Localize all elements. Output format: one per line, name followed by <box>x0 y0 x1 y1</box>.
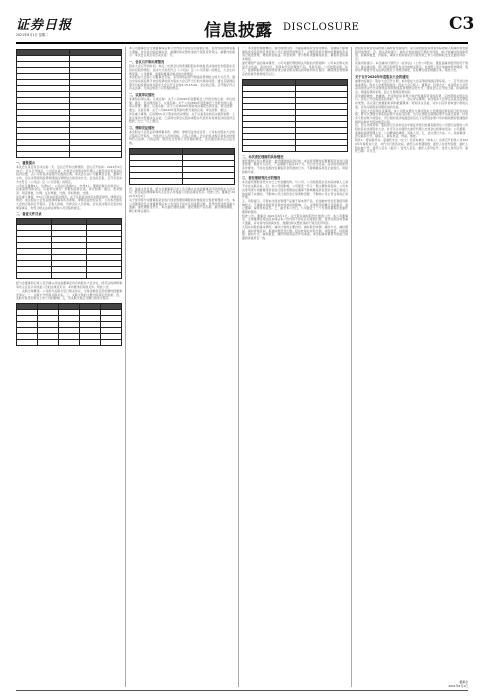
column-divider <box>125 47 126 687</box>
body-paragraph: 控股股东或者实际控制人减持首发前股份。是否是控股股东或者实际控制人拟减持首发前股份的情况：否。相关风险提示：减持计划实施的不确定性风险，如计划减持的具体原因、拟减持数量、价格等，减持计划实施是否可能导致上市公司控制权发生变更的风险：否。 <box>355 47 468 62</box>
page-header <box>0 0 484 42</box>
table-cell <box>80 339 101 345</box>
body-paragraph: 股东大会召开的时间、地点；出席会议的普通股股东和恢复表决权的优先股股东及其持有股份情况；表决方式是否符合《公司法》及《公司章程》的规定，大会主持情况等。公司董事、监事和董事会秘书的出席情况。 <box>129 64 235 76</box>
body-paragraph: 一、关联交易概述。公司拟与关联方签订相关协议，交易金额及定价依据均经董事会审议。二、关联方介绍和关联关系。三、关联交易的主要内容和定价政策。四、关联交易目的和对上市公司的影响。五、该关联交易应当履行的审议程序。 <box>16 288 122 301</box>
column-2 <box>129 47 235 687</box>
body-paragraph: 本次会议是否有否决议案：无。会议召开和出席情况。会议召开时间：2021年5月31日；会议召开地点：公司会议室；出席会议的股东和代理人人数及所持有表决权股份总数，占公司有表决权股份总数的比例。本次会议由公司董事会召集，董事长主持，会议采用现场投票和网络投票相结合的表决方式。会议的召集、召开及表决方式符合《公司法》及《公司章程》的规定。 <box>16 165 122 184</box>
body-paragraph: 涉及重大事项，应说明5%以下股东的表决情况。关于议案表决的有关情况说明：上述议案均为普通决议议案，已获得出席会议股东或股东代表所持有效表决权股份总数的二分之一以上通过。 <box>129 111 235 124</box>
body-paragraph: 本公司董事会及全体董事保证本公告内容不存在任何虚假记载、误导性陈述或者重大遗漏，并对其内容的真实性、准确性和完整性承担个别及连带责任。重要内容提示：本次会议是否有否决议案：无。 <box>129 47 235 58</box>
body-paragraph: 本次股东大会由公司董事会召集，采用现场投票与网络投票相结合的方式召开。通过交易系统投票平台的投票时间为股东大会召开当日的交易时间段；通过互联网投票平台的投票时间为股东大会召开当日的9:15-15:00。会议的召集、召开程序符合有关法律、行政法规及公司章程的规定。 <box>129 75 235 91</box>
column-divider <box>351 47 352 687</box>
table-cell <box>69 152 122 158</box>
table-cell <box>17 273 52 279</box>
body-paragraph: 四、备查文件目录。经与会董事和记录人签字确认并加盖董事会印章的股东大会决议；经见证的律师事务所主任签字并加盖公章的法律意见书。特此公告。董事会 2021年6月1日 <box>129 186 235 199</box>
table-cell <box>182 178 235 184</box>
data-table <box>129 148 235 185</box>
data-table <box>242 79 348 152</box>
table-cell <box>130 178 183 184</box>
body-paragraph: 三、股东大会投票注意事项。本公司股东通过交易所股东大会网络投票系统行使表决权的，既可以登陆交易系统投票平台进行投票，也可以登陆互联网投票平台进行投票。持有多个股东账户的股东，可行使的表决权数量是其名下全部股东账户所持相同类别普通股和相同品种优先股的数量总和。 <box>355 108 468 124</box>
column-4 <box>355 47 468 687</box>
section-heading: 一、重要提示 <box>16 161 36 165</box>
table-cell <box>87 273 122 279</box>
signature-date: 2021年6月1日 <box>448 683 468 688</box>
body-paragraph: 涉及融资融券、转融通、约定购回业务账户和沪股通投资者的投票，应按照相关规定执行。涉及公开征集股东投票权：无。二、会议审议事项。本次股东大会审议议案及投票股东类型。各议案已披露的时间和披露媒体；特别决议议案；对中小投资者单独计票的议案；涉及关联股东回避表决的议案。 <box>355 93 468 109</box>
column-1 <box>16 47 122 687</box>
section-heading: 二、本次委托理财的具体情况 <box>242 154 284 159</box>
body-paragraph: 关于使用部分闲置募集资金进行现金管理到期赎回并继续进行现金管理的公告。本公司董事会及全体董事保证本公告内容不存在任何虚假记载、误导性陈述或者重大遗漏。委托理财受托方、本次委托理财金额、委托理财产品名称、委托理财期限、履行的审议程序。 <box>129 197 235 213</box>
body-paragraph: 本次委托理财受托方为已上市金融机构，与公司、公司控股股东及实际控制人之间不存在关联关系。四、对公司的影响。公司最近一年又一期主要财务指标。公司本次使用部分闲置募集资金进行现金管理是在确保不影响募集资金投资计划正常进行的前提下实施的，不影响公司日常资金正常周转需要，不影响公司主营业务的正常开展。 <box>242 180 348 200</box>
body-paragraph: 四、会议出席对象。股权登记日收市后在中国证券登记结算有限责任公司登记在册的公司股东有权出席股东大会，并可以以书面形式委托代理人出席会议和参加表决。公司董事、监事和高级管理人员；公司聘请的律师；其他人员。五、会议登记方法。六、其他事项：会议联系方式、联系人、联系电话、传真、地址。 <box>355 123 468 139</box>
body-paragraph: 非累积投票议案。议案名称：关于公司2020年度董事会工作报告的议案；审议结果：通过；表决情况如下。议案名称：关于公司2020年度监事会工作报告的议案；审议结果：通过。议案名称：关于公司2020年度财务决算报告的议案；审议结果：通过。议案名称：关于公司2020年度利润分配方案的议案；审议结果：通过。 <box>129 97 235 113</box>
body-paragraph: 公司在任董事9人，出席9人；公司在任监事3人，出席3人；董事会秘书出席会议；其他高管列席会议。议案审议情况：非累积投票议案。审议结果：通过。表决情况：同意票数、比例；反对票数、比例；弃权票数、比例。 <box>16 183 122 195</box>
section-heading: 三、委托理财受托方的情况 <box>242 176 281 181</box>
column-3 <box>242 47 348 687</box>
body-paragraph: 其他风险提示：本次减持计划符合《证券法》《上市公司股东、董监高减持股份的若干规定》等法律法规、部门规章和规范性文件的相关规定。在按照上述计划减持股份期间，股东将严格遵守有关法律法规及公司规章制度，及时履行信息披露义务。特此公告。 <box>355 60 468 73</box>
table-row <box>130 178 235 184</box>
footer-rule <box>16 690 468 691</box>
table-cell <box>38 339 59 345</box>
data-table <box>16 218 122 279</box>
body-paragraph: 一、本次委托理财概况。委托理财目的：为提高募集资金使用效率，在确保不影响募集资金投资项目建设和公司正常经营的情况下，合理利用部分暂时闲置募集资金进行现金管理，增加资金收益。资金来源：部分暂时闲置募集资金。募集资金的基本情况。 <box>242 47 348 62</box>
section-title-english: DISCLOSURE <box>283 22 360 33</box>
table-row <box>17 152 122 158</box>
table-cell <box>17 339 38 345</box>
body-paragraph: 特此公告。董事会 2021年6月1日。关于股东减持股份计划的公告：本公司董事会、全体董事及相关股东保证本公告内容不存在任何虚假记载、误导性陈述或者重大遗漏，并对其内容的真实性、准确性和完整性承担个别及连带责任。 <box>242 213 348 226</box>
section-heading: 三、律师见证情况 <box>129 125 155 130</box>
page-code: C3 <box>449 14 475 34</box>
table-cell <box>17 152 70 158</box>
header-rule <box>16 42 468 44</box>
body-paragraph: 本次股东大会见证的律师事务所；律师；律师见证结论意见：公司本次股东大会的召集和召开程序、出席会议人员的资格、召集人资格、会议的表决程序和表决结果均符合法律、行政法规、规范性文件和公司章程的规定，会议通过的决议合法有效。 <box>129 129 235 146</box>
table-cell <box>59 339 80 345</box>
body-paragraph: 五、风险提示。尽管本次现金管理产品属于保本型产品，但金融市场受宏观经济影响较大，不排除该项投资受到市场波动的影响。六、决策程序的履行及监事会、独立董事、保荐机构意见。七、截至本公告日，公司最近十二个月使用募集资金委托理财的情况。 <box>242 198 348 215</box>
section-title: 信息披露 <box>204 21 272 41</box>
section-heading: 二、议案审议情况 <box>129 93 155 98</box>
data-table <box>16 303 122 346</box>
body-paragraph: 大股东持股的基本情况；减持计划的主要内容：减持股份来源、减持方式、减持期间、减持价格区间、拟减持数量及比例。股东此前对持股比例、持股数量、持股期限、减持方式、减持数量、减持价格等是否作出承诺。本次拟减持事项与此前已披露的承诺是否一致。 <box>242 224 348 240</box>
issue-info: 2021年6月1日 星期二 <box>16 33 49 37</box>
data-table <box>16 49 122 158</box>
signature-block <box>404 681 468 688</box>
table-cell <box>101 339 122 345</box>
body-paragraph: 经与会董事和记录人签字确认并加盖董事会印章的股东大会决议；经见证的律师事务所主任签字并加盖公章的法律意见书；本所要求的其他文件。特此公告。 <box>16 281 122 290</box>
section-heading: 二、备查文件目录 <box>16 212 42 217</box>
masthead-logo: 证券日报 <box>16 18 73 33</box>
body-paragraph: 涉及重大事项，5%以下股东的表决情况。关于议案表决的有关情况说明。律师见证情况：本次股东大会见证的律师事务所及律师。律师见证结论意见：公司本次股东大会的召集和召开程序、召集人资格、出席会议人员资格、会议表决程序及表决结果等事宜，均符合相关法律法规和公司章程的规定。 <box>16 194 122 210</box>
table-cell <box>52 273 87 279</box>
section-heading: 一、会议召开和出席情况 <box>129 60 165 65</box>
section-heading: 关于召开2020年年度股东大会的通知 <box>355 74 409 79</box>
table-row <box>17 339 122 345</box>
table-cell <box>243 145 296 151</box>
body-paragraph: 附件1：授权委托书。兹委托先生（女士）代表本单位（或本人）出席召开的贵公司2020年年度股东大会，并代为行使表决权。委托人持普通股数；委托人持优先股数；委托人股东帐户号。委托人签名（盖章）；受托人签名；委托人身份证号；受托人身份证号；委托日期：年月日。 <box>355 138 468 154</box>
table-cell <box>295 145 348 151</box>
table-row <box>17 273 122 279</box>
body-paragraph: 委托理财合同主要条款；委托理财的资金投向；本次使用暂时闲置募集资金进行现金管理，额度为人民币，产品期限不超过12个月，符合安全性高、流动性好的使用条件要求，不存在变相改变募集资金用途的行为，不影响募投项目正常进行。风险控制分析。 <box>242 158 348 174</box>
signature-line: 董事会 <box>459 680 468 684</box>
body-paragraph: 委托理财产品的基本情况；公司对委托理财相关风险的内部控制：公司本次购买的是安全性高、流动性好、有保本约定的理财产品，风险可控。公司按照决策、执行、监督职能相分离的原则建立健全相关事宜的审批和执行程序，确保现金管理事宜的有效开展和规范运行。 <box>242 60 348 76</box>
body-paragraph: 重要内容提示：股东大会召开日期；本次股东大会采用的网络投票系统。一、召开会议的基本情况。股东大会类型和届次；股东大会召集人：董事会；投票方式：本次股东大会所采用的表决方式是现场投票和网络投票相结合的方式；现场会议召开的日期、时间和地点；网络投票的系统、起止日期和投票时间。 <box>355 78 468 95</box>
table-row <box>243 145 348 151</box>
column-divider <box>238 47 239 687</box>
